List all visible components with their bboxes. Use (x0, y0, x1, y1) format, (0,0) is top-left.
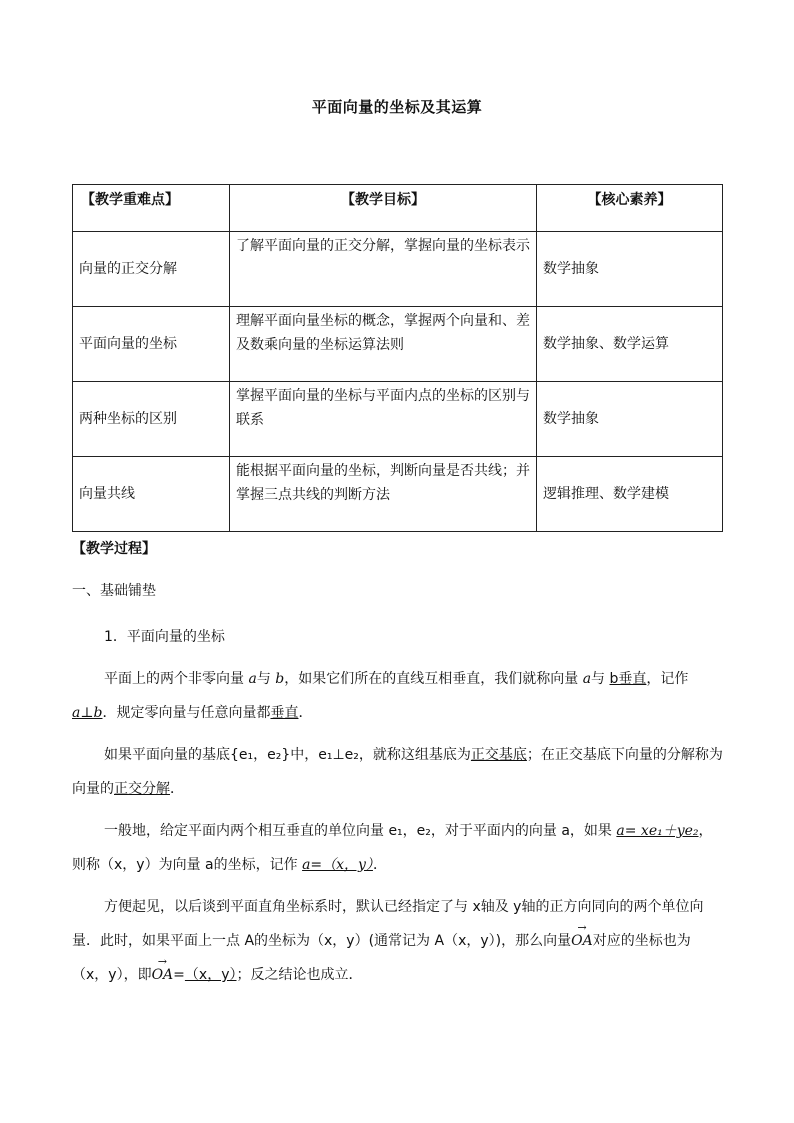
table-row (73, 382, 723, 457)
process-heading: 【教学过程】 (72, 541, 156, 557)
row-goal: 掌握平面向量的坐标与平面内点的坐标的区别与联系 (230, 382, 537, 457)
blank-answer: b垂直 (609, 671, 647, 687)
header-goals: 【教学目标】 (230, 185, 537, 232)
row-goal: 理解平面向量坐标的概念，掌握两个向量和、差及数乘向量的坐标运算法则 (230, 307, 537, 382)
header-literacy: 【核心素养】 (537, 185, 723, 232)
row-literacy: 数学抽象、数学运算 (537, 307, 723, 382)
blank-answer: 正交分解 (114, 781, 170, 797)
row-point: 平面向量的坐标 (73, 307, 230, 382)
row-literacy: 数学抽象 (537, 232, 723, 307)
header-key-points: 【教学重难点】 (73, 185, 230, 232)
vector-oa: → OA (152, 958, 174, 992)
blank-answer: 垂直 (270, 705, 299, 721)
blank-answer: a= xe₁＋ye₂ (616, 823, 699, 839)
paragraph-coordinate-system: 方便起见，以后谈到平面直角坐标系时，默认已经指定了与 x轴及 y轴的正方向同向的两个单位向量．此时，如果平面上一点 A的坐标为（x，y）(通常记为 A（x，y）)，那么向量→ OA对应的坐标也为（x，y），即→ OA=（x，y）；反之结论也成立． (72, 890, 724, 992)
row-point: 两种坐标的区别 (73, 382, 230, 457)
page-title: 平面向量的坐标及其运算 (311, 98, 483, 116)
blank-answer: （x，y） (184, 967, 237, 983)
row-literacy: 逻辑推理、数学建模 (537, 457, 723, 532)
section-heading: 一、基础铺垫 (72, 583, 156, 599)
paragraph-perpendicular: 平面上的两个非零向量 a与 b，如果它们所在的直线互相垂直，我们就称向量 a与 b垂直，记作a⊥b．规定零向量与任意向量都垂直． (72, 671, 689, 721)
row-goal: 能根据平面向量的坐标，判断向量是否共线；并掌握三点共线的判断方法 (230, 457, 537, 532)
row-point: 向量共线 (73, 457, 230, 532)
paragraph-coordinates: 一般地，给定平面内两个相互垂直的单位向量 e₁，e₂，对于平面内的向量 a，如果 a= xe₁＋ye₂，则称（x，y）为向量 a的坐标，记作 a=（x，y）． (72, 823, 713, 873)
paragraph-orthogonal-basis: 如果平面向量的基底{e₁，e₂}中，e₁⊥e₂，就称这组基底为正交基底；在正交基底下向量的分解称为向量的正交分解． (72, 747, 723, 797)
table-row (73, 457, 723, 532)
blank-answer: a=（x，y） (302, 857, 373, 873)
row-point: 向量的正交分解 (73, 232, 230, 307)
row-goal: 了解平面向量的正交分解，掌握向量的坐标表示 (230, 232, 537, 307)
row-literacy: 数学抽象 (537, 382, 723, 457)
teaching-goals-table (72, 184, 723, 532)
table-row (73, 232, 723, 307)
blank-answer: a⊥b (72, 705, 103, 721)
table-header-row (73, 185, 723, 232)
subsection-heading: 1．平面向量的坐标 (104, 629, 225, 645)
vector-oa: → OA (571, 924, 593, 958)
table-row (73, 307, 723, 382)
blank-answer: 正交基底 (470, 747, 527, 763)
